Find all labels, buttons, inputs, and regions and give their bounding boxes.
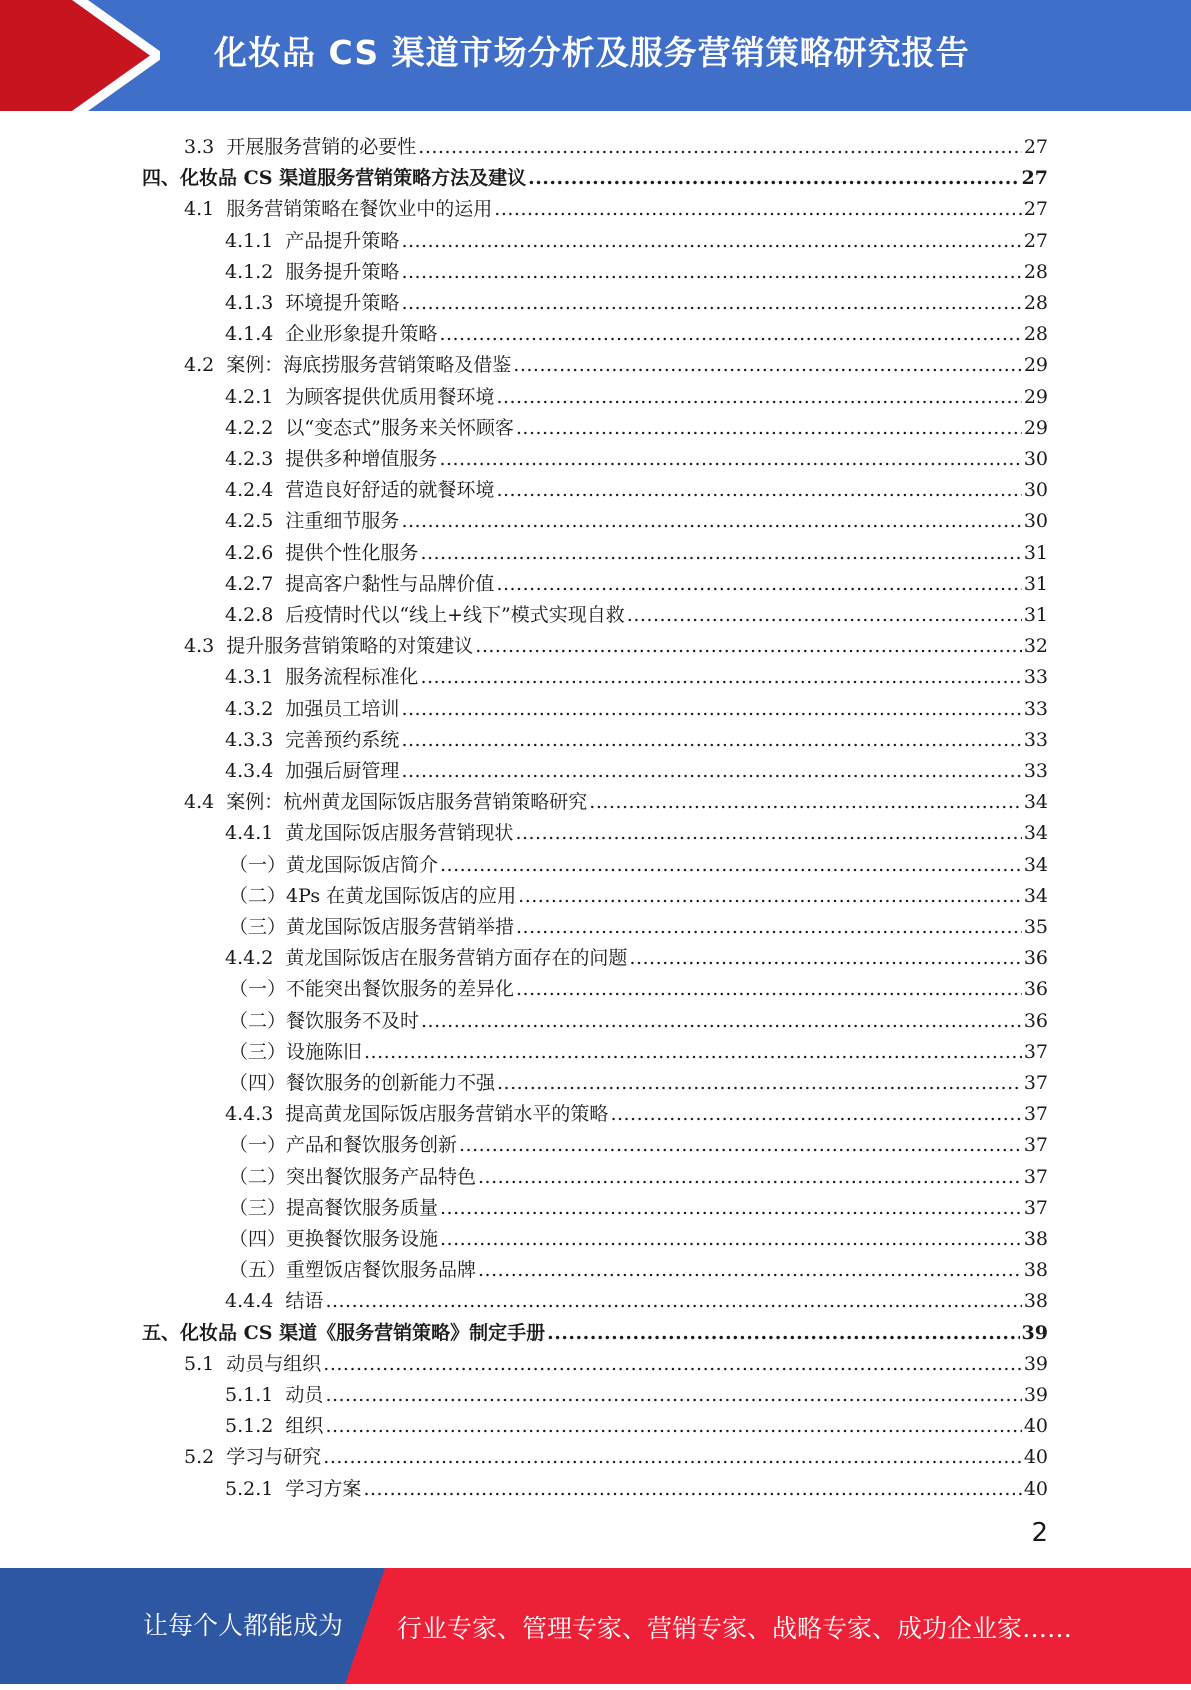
toc-entry[interactable]	[225, 690, 1048, 721]
toc-entry-page: 31	[1023, 541, 1048, 564]
toc-entry-page: 34	[1023, 791, 1048, 814]
toc-entry-title: 4.2.5 注重细节服务	[225, 510, 400, 533]
toc-entry[interactable]	[229, 1064, 1048, 1095]
toc-entry-title: 4.1.1 产品提升策略	[225, 229, 400, 252]
toc-entry-title: （三）黄龙国际饭店服务营销举措	[229, 916, 515, 938]
toc-entry[interactable]	[225, 502, 1048, 533]
toc-dot-leader	[401, 509, 1021, 533]
toc-entry-title: （一）黄龙国际饭店简介	[229, 853, 439, 876]
footer-slogan-left: 让每个人都能成为	[143, 1611, 344, 1640]
toc-entry-title: 四、化妆品 CS 渠道服务营销策略方法及建议	[142, 167, 527, 190]
toc-entry-page: 28	[1023, 292, 1048, 314]
toc-entry-title: 4.3.2 加强员工培训	[225, 697, 400, 720]
toc-entry-title: 4.1.3 环境提升策略	[225, 292, 400, 314]
toc-entry-page: 30	[1023, 510, 1048, 533]
toc-entry[interactable]	[225, 222, 1048, 253]
toc-dot-leader	[420, 541, 1021, 565]
toc-entry[interactable]	[225, 253, 1048, 284]
toc-dot-leader	[323, 1352, 1022, 1376]
toc-dot-leader	[439, 322, 1021, 346]
chevron-arrow-icon	[0, 0, 160, 111]
toc-entry[interactable]	[229, 877, 1048, 908]
toc-dot-leader	[475, 634, 1022, 658]
toc-dot-leader	[627, 603, 1022, 627]
toc-entry[interactable]	[225, 1282, 1048, 1313]
toc-entry-title: （三）设施陈旧	[229, 1040, 363, 1063]
toc-entry-title: （五）重塑饭店餐饮服务品牌	[229, 1259, 477, 1282]
toc-entry-page: 40	[1023, 1415, 1048, 1438]
toc-dot-leader	[418, 135, 1022, 159]
toc-entry-title: （一）不能突出餐饮服务的差异化	[229, 978, 515, 1001]
toc-dot-leader	[459, 1133, 1022, 1157]
toc-entry-title: 5.2 学习与研究	[184, 1446, 322, 1469]
toc-dot-leader	[325, 1383, 1021, 1407]
toc-entry[interactable]	[225, 1407, 1048, 1438]
toc-dot-leader	[439, 447, 1021, 471]
toc-dot-leader	[497, 1071, 1022, 1095]
toc-entry[interactable]	[225, 721, 1048, 752]
toc-entry-page: 29	[1023, 416, 1048, 439]
toc-entry-page: 33	[1023, 697, 1048, 720]
toc-entry[interactable]	[184, 128, 1048, 159]
toc-dot-leader	[401, 291, 1021, 315]
toc-entry[interactable]	[229, 908, 1048, 939]
toc-entry[interactable]	[225, 1470, 1048, 1501]
toc-entry[interactable]	[229, 1251, 1048, 1282]
toc-dot-leader	[589, 790, 1022, 814]
toc-entry-title: 4.2.3 提供多种增值服务	[225, 448, 438, 470]
page-footer	[0, 1568, 1191, 1684]
toc-entry[interactable]	[225, 471, 1048, 502]
toc-entry-title: （二）餐饮服务不及时	[229, 1009, 420, 1032]
toc-entry[interactable]	[229, 1189, 1048, 1220]
toc-entry-page: 29	[1023, 385, 1048, 408]
toc-dot-leader	[516, 915, 1022, 939]
toc-dot-leader	[401, 728, 1021, 752]
toc-entry-page: 37	[1023, 1134, 1048, 1157]
toc-dot-leader	[440, 853, 1022, 877]
toc-dot-leader	[494, 197, 1022, 221]
toc-entry-page: 36	[1023, 947, 1048, 970]
toc-entry-page: 37	[1023, 1040, 1048, 1063]
toc-entry-title: 4.3 提升服务营销策略的对策建议	[184, 635, 474, 658]
toc-entry-title: 4.3.4 加强后厨管理	[225, 760, 400, 782]
toc-dot-leader	[478, 1258, 1022, 1282]
toc-entry-title: 5.1.1 动员	[225, 1384, 324, 1406]
toc-entry[interactable]	[225, 752, 1048, 783]
toc-entry-page: 40	[1023, 1446, 1048, 1469]
footer-slogan-right: 行业专家、管理专家、营销专家、战略专家、成功企业家……	[397, 1614, 1073, 1643]
toc-entry[interactable]	[225, 534, 1048, 565]
toc-dot-leader	[629, 946, 1021, 970]
toc-dot-leader	[610, 1102, 1021, 1126]
toc-entry-page: 28	[1023, 260, 1048, 283]
toc-entry-page: 39	[1023, 1384, 1048, 1406]
toc-entry-page: 39	[1021, 1321, 1048, 1344]
toc-entry-page: 36	[1023, 978, 1048, 1001]
toc-entry-page: 27	[1023, 136, 1048, 158]
toc-entry-page: 33	[1023, 728, 1048, 751]
toc-entry[interactable]	[184, 346, 1048, 377]
toc-dot-leader	[496, 572, 1021, 596]
toc-entry-title: （一）产品和餐饮服务创新	[229, 1134, 458, 1157]
toc-entry-title: 4.2.7 提高客户黏性与品牌价值	[225, 572, 495, 595]
toc-entry[interactable]	[225, 939, 1048, 970]
toc-entry[interactable]	[142, 159, 1048, 190]
toc-entry[interactable]	[225, 1095, 1048, 1126]
toc-entry-title: （四）餐饮服务的创新能力不强	[229, 1072, 496, 1094]
toc-entry-title: （四）更换餐饮服务设施	[229, 1228, 439, 1250]
toc-entry[interactable]	[184, 627, 1048, 658]
toc-dot-leader	[518, 884, 1022, 908]
toc-entry-title: 4.1.2 服务提升策略	[225, 260, 400, 283]
toc-entry-page: 37	[1023, 1072, 1048, 1094]
toc-entry[interactable]	[225, 565, 1048, 596]
toc-entry-title: 4.3.1 服务流程标准化	[225, 666, 419, 689]
toc-entry-page: 34	[1023, 822, 1048, 845]
toc-entry-title: 4.2 案例：海底捞服务营销策略及借鉴	[184, 354, 512, 377]
toc-dot-leader	[528, 166, 1019, 190]
toc-entry[interactable]	[225, 440, 1048, 471]
toc-entry-page: 33	[1023, 760, 1048, 782]
toc-entry-title: 5.1 动员与组织	[184, 1352, 322, 1375]
toc-entry-page: 27	[1023, 229, 1048, 252]
toc-dot-leader	[401, 759, 1021, 783]
toc-entry-page: 38	[1023, 1259, 1048, 1282]
toc-entry-page: 32	[1023, 635, 1048, 658]
toc-entry-title: 4.1 服务营销策略在餐饮业中的运用	[184, 198, 493, 221]
toc-dot-leader	[420, 665, 1021, 689]
toc-entry-page: 40	[1023, 1477, 1048, 1500]
toc-entry-page: 31	[1023, 604, 1048, 626]
toc-dot-leader	[547, 1321, 1019, 1345]
toc-entry[interactable]	[225, 1376, 1048, 1407]
toc-entry-title: 5.2.1 学习方案	[225, 1477, 362, 1500]
toc-entry-page: 37	[1023, 1165, 1048, 1188]
toc-entry-title: 4.1.4 企业形象提升策略	[225, 323, 438, 346]
toc-dot-leader	[440, 1227, 1022, 1251]
toc-entry[interactable]	[229, 846, 1048, 877]
toc-dot-leader	[323, 1445, 1022, 1469]
toc-entry-title: 4.2.1 为顾客提供优质用餐环境	[225, 385, 495, 408]
toc-entry-title: （三）提高餐饮服务质量	[229, 1196, 439, 1219]
toc-dot-leader	[515, 821, 1021, 845]
toc-dot-leader	[496, 385, 1021, 409]
toc-dot-leader	[496, 478, 1021, 502]
toc-entry-title: 4.2.4 营造良好舒适的就餐环境	[225, 479, 495, 502]
page-header	[0, 0, 1191, 111]
toc-dot-leader	[401, 229, 1021, 253]
toc-entry[interactable]	[184, 1438, 1048, 1469]
toc-entry-page: 35	[1023, 916, 1048, 938]
toc-dot-leader	[421, 1009, 1022, 1033]
toc-entry-page: 38	[1023, 1228, 1048, 1250]
toc-entry-title: 4.4.3 提高黄龙国际饭店服务营销水平的策略	[225, 1103, 609, 1126]
toc-entry-title: 4.4 案例：杭州黄龙国际饭店服务营销策略研究	[184, 791, 588, 814]
toc-entry-title: 4.3.3 完善预约系统	[225, 728, 400, 751]
toc-entry-page: 29	[1023, 354, 1048, 377]
toc-entry-page: 31	[1023, 572, 1048, 595]
toc-entry-title: （二）4Ps 在黄龙国际饭店的应用	[229, 884, 517, 907]
toc-entry-page: 28	[1023, 323, 1048, 346]
toc-entry[interactable]	[229, 1033, 1048, 1064]
toc-dot-leader	[516, 977, 1022, 1001]
toc-entry[interactable]	[229, 1002, 1048, 1033]
toc-entry-page: 30	[1023, 479, 1048, 502]
toc-dot-leader	[478, 1165, 1022, 1189]
toc-entry-title: （二）突出餐饮服务产品特色	[229, 1165, 477, 1188]
toc-entry[interactable]	[225, 409, 1048, 440]
toc-entry[interactable]	[184, 190, 1048, 221]
document-title: 化妆品 CS 渠道市场分析及服务营销策略研究报告	[214, 33, 970, 72]
toc-entry-title: 4.2.6 提供个性化服务	[225, 541, 419, 564]
toc-entry-page: 37	[1023, 1103, 1048, 1126]
toc-dot-leader	[516, 416, 1022, 440]
toc-entry-page: 36	[1023, 1009, 1048, 1032]
toc-entry[interactable]	[225, 284, 1048, 315]
toc-entry[interactable]	[225, 658, 1048, 689]
toc-dot-leader	[325, 1414, 1021, 1438]
page-number: 2	[1031, 1518, 1048, 1548]
toc-entry-title: 五、化妆品 CS 渠道《服务营销策略》制定手册	[142, 1321, 546, 1344]
toc-entry[interactable]	[229, 970, 1048, 1001]
toc-entry-title: 4.4.4 结语	[225, 1290, 324, 1313]
toc-entry-title: 5.1.2 组织	[225, 1415, 324, 1438]
toc-entry-page: 38	[1023, 1290, 1048, 1313]
toc-entry-page: 27	[1021, 167, 1048, 190]
toc-entry-page: 37	[1023, 1196, 1048, 1219]
toc-dot-leader	[401, 697, 1021, 721]
toc-entry-title: 3.3 开展服务营销的必要性	[184, 136, 417, 158]
toc-entry-page: 34	[1023, 884, 1048, 907]
toc-entry-page: 30	[1023, 448, 1048, 470]
toc-dot-leader	[363, 1477, 1021, 1501]
toc-dot-leader	[364, 1040, 1022, 1064]
toc-dot-leader	[440, 1196, 1022, 1220]
toc-entry[interactable]	[225, 315, 1048, 346]
toc-entry[interactable]	[225, 596, 1048, 627]
toc-entry-title: 4.2.8 后疫情时代以“线上+线下”模式实现自救	[225, 604, 625, 626]
toc-entry[interactable]	[229, 1158, 1048, 1189]
toc-entry-title: 4.4.1 黄龙国际饭店服务营销现状	[225, 822, 514, 845]
toc-entry-page: 33	[1023, 666, 1048, 689]
toc-entry-page: 27	[1023, 198, 1048, 221]
toc-entry[interactable]	[225, 814, 1048, 845]
toc-entry[interactable]	[229, 1220, 1048, 1251]
toc-dot-leader	[325, 1289, 1021, 1313]
toc-entry-title: 4.2.2 以“变态式”服务来关怀顾客	[225, 416, 514, 439]
toc-entry[interactable]	[184, 783, 1048, 814]
toc-dot-leader	[513, 353, 1022, 377]
toc-entry[interactable]	[225, 378, 1048, 409]
toc-dot-leader	[401, 260, 1021, 284]
toc-entry-page: 39	[1023, 1352, 1048, 1375]
toc-entry-title: 4.4.2 黄龙国际饭店在服务营销方面存在的问题	[225, 947, 628, 970]
toc-entry-page: 34	[1023, 853, 1048, 876]
toc-entry[interactable]	[229, 1126, 1048, 1157]
toc-entry[interactable]	[142, 1314, 1048, 1345]
toc-entry[interactable]	[184, 1345, 1048, 1376]
